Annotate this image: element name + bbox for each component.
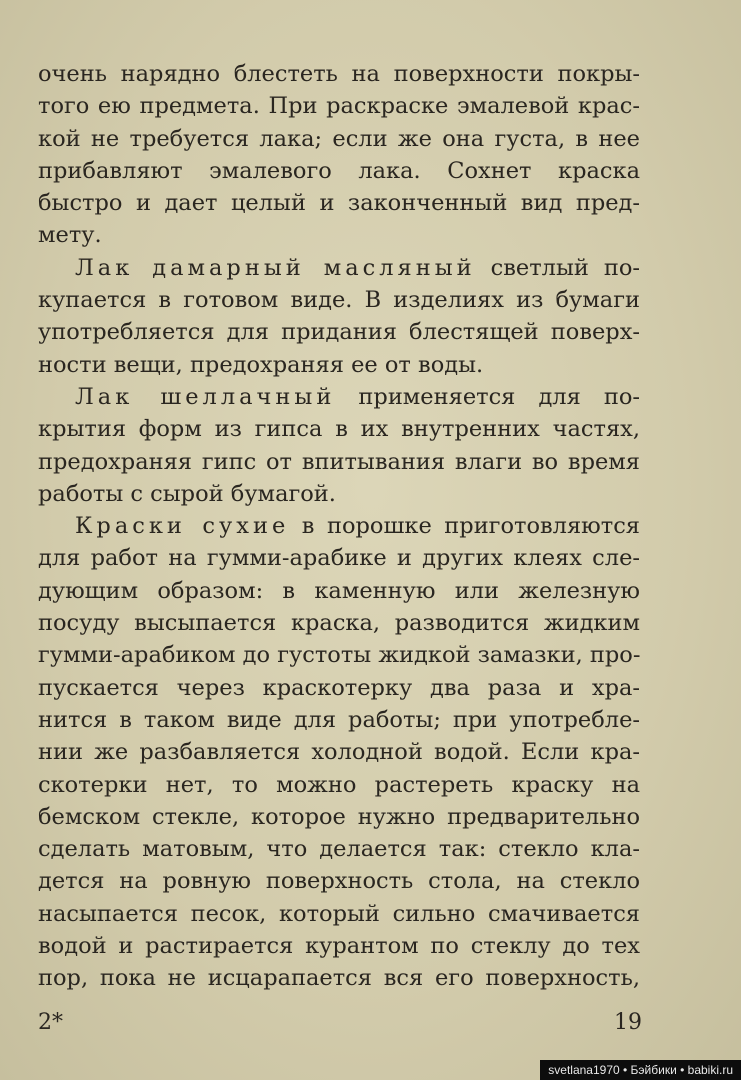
text-line: ности вещи, предохраняя ее от воды. [38, 351, 484, 378]
text-line: нии же разбавляется холодной водой. Если кра- [38, 739, 640, 766]
text-line: бемском стекле, которое нужно предварительно [38, 803, 640, 830]
text-line: водой и растирается курантом по стеклу до тех [38, 933, 640, 960]
text-line: купается в готовом виде. В изделиях из бумаги [38, 287, 640, 314]
spaced-term: Краски сухие [75, 513, 290, 540]
text-line: пор, пока не исцарапается вся его поверхность, [38, 965, 640, 992]
text-line: того ею предмета. При раскраске эмалевой крас- [38, 93, 640, 120]
text-line: прибавляют эмалевого лака. Сохнет краска [38, 157, 640, 184]
text-line: кой не требуется лака; если же она густа, в нее [38, 125, 640, 152]
text-line: для работ на гумми-арабике и других клеях сле- [38, 545, 640, 572]
text-line: скотерки нет, то можно растереть краску на [38, 771, 640, 798]
text-line: нится в таком виде для работы; при употребле- [38, 706, 640, 733]
text-line: работы с сырой бумагой. [38, 480, 336, 507]
text-line: сделать матовым, что делается так: стекло кла- [38, 836, 640, 863]
text-line: дется на ровную поверхность стола, на стекло [38, 868, 640, 895]
paragraph-first-line [38, 510, 640, 542]
watermark: svetlana1970 • Бэйбики • babiki.ru [540, 1060, 741, 1080]
text-line: посуду высыпается краска, разводится жидким [38, 610, 640, 637]
page-number: 19 [614, 1010, 642, 1035]
paragraph-first-line [38, 381, 640, 413]
text-line: очень нарядно блестеть на поверхности покры- [38, 61, 640, 87]
text-fragment: светлый по- [475, 254, 640, 281]
text-fragment: в порошке приготовляются [289, 513, 641, 540]
text-line: дующим образом: в каменную или железную [38, 577, 640, 604]
text-line: мету. [38, 222, 102, 249]
text-line: быстро и дает целый и законченный вид пред- [38, 190, 640, 217]
page-text [38, 58, 640, 995]
text-line: гумми-арабиком до густоты жидкой замазки, про- [38, 642, 641, 669]
signature-mark: 2* [38, 1010, 63, 1035]
text-line: пускается через краскотерку два раза и хра- [38, 674, 640, 701]
text-line: предохраняя гипс от впитывания влаги во время [38, 448, 640, 475]
text-line: насыпается песок, который сильно смачивается [38, 900, 640, 927]
paragraph-first-line [38, 252, 640, 284]
spaced-term: Лак дамарный масляный [75, 254, 476, 281]
text-line: крытия форм из гипса в их внутренних частях, [38, 416, 640, 443]
text-fragment: применяется для по- [335, 383, 641, 410]
spaced-term: Лак шеллачный [75, 383, 336, 410]
text-line: употребляется для придания блестящей поверх- [38, 319, 640, 346]
